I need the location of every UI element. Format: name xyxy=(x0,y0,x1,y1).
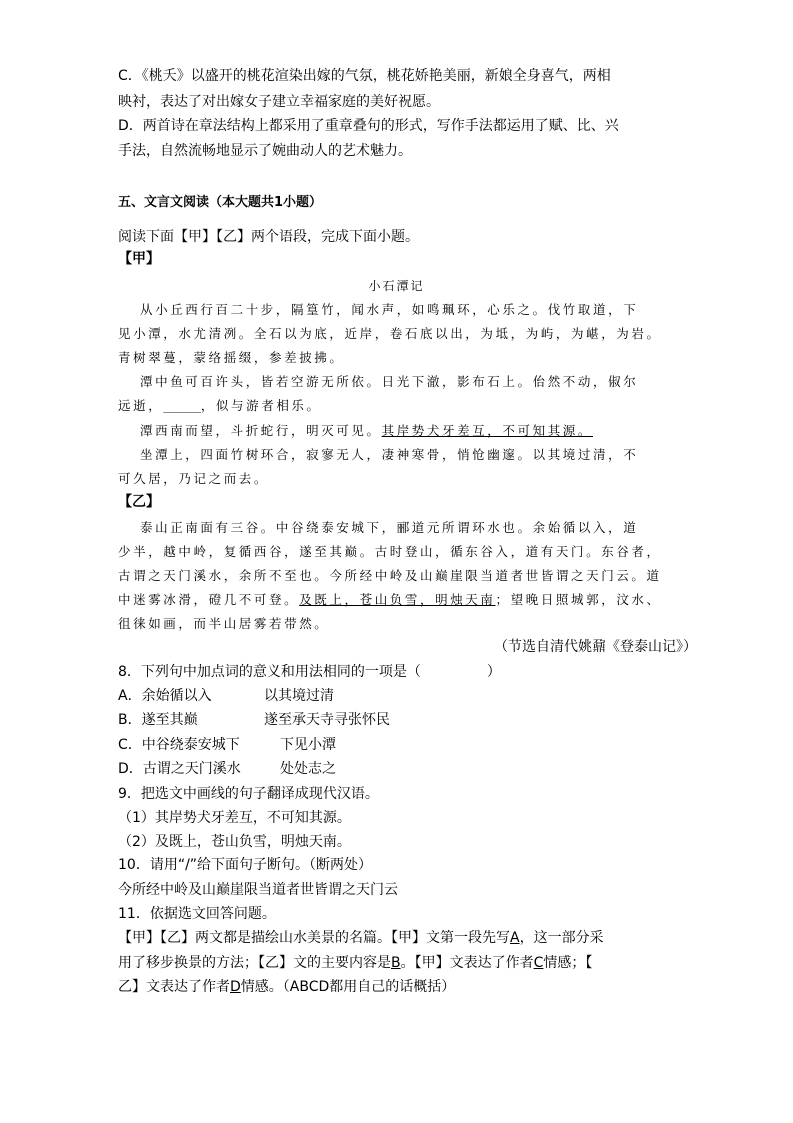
q11-blank-a: A xyxy=(510,930,520,946)
jia-title: 小石潭记 xyxy=(368,279,425,293)
option-c-line1: C．《桃夭》以盛开的桃花渲染出嫁的气氛，桃花娇艳美丽，新娘全身喜气，两相 xyxy=(118,68,611,84)
q11-blank-d: D xyxy=(230,979,241,995)
q9-item-1: （1）其岸势犬牙差互，不可知其源。 xyxy=(118,810,351,826)
jia-p3-line: 潭西南而望，斗折蛇行，明灭可见。其岸势犬牙差互，不可知其源。 xyxy=(140,423,594,438)
yi-underlined-sentence: 及既上，苍山负雪，明烛天南 xyxy=(299,592,496,607)
option-d-line1: D．两首诗在章法结构上都采用了重章叠句的形式，写作手法都运用了赋、比、兴 xyxy=(118,118,619,134)
jia-p1-line3: 青树翠蔓，蒙络摇缀，参差披拂。 xyxy=(118,350,345,365)
q8-option-c: C．中谷绕泰安城下 下见小潭 xyxy=(118,737,336,753)
yi-line1: 泰山正南面有三谷。中谷绕泰安城下，郦道元所谓环水也。余始循以入，道 xyxy=(140,520,639,535)
section-heading: 五、文言文阅读（本大题共1小题） xyxy=(118,195,323,210)
q9-item-2: （2）及既上，苍山负雪，明烛天南。 xyxy=(118,834,351,850)
jia-blank: ______ xyxy=(163,398,201,413)
yi-line2: 少半，越中岭，复循西谷，遂至其巅。古时登山，循东谷入，道有天门。东谷者， xyxy=(118,544,662,559)
jia-p4-line2: 可久居，乃记之而去。 xyxy=(118,471,270,486)
section-intro: 阅读下面【甲】【乙】两个语段，完成下面小题。 xyxy=(118,229,419,245)
jia-p2-line2: 远逝，______，似与游者相乐。 xyxy=(118,398,322,413)
yi-label: 【乙】 xyxy=(118,494,160,510)
q11-line2: 用了移步换景的方法；【乙】文的主要内容是B。【甲】文表达了作者C情感；【 xyxy=(118,955,593,971)
q8-option-a: A．余始循以入 以其境过清 xyxy=(118,688,334,704)
q11-stem: 11．依据选文回答问题。 xyxy=(118,906,276,922)
jia-p2-line1: 潭中鱼可百许头，皆若空游无所依。日光下澈，影布石上。佁然不动，俶尔 xyxy=(140,374,639,389)
q11-line3: 乙】文表达了作者D情感。（ABCD都用自己的话概括） xyxy=(118,979,456,995)
jia-p1-line2: 见小潭，水尤清冽。全石以为底，近岸，卷石底以出，为坻，为屿，为嵁，为岩。 xyxy=(118,326,662,341)
q11-blank-b: B xyxy=(391,955,401,971)
yi-line4: 中迷雾冰滑，磴几不可登。及既上，苍山负雪，明烛天南；望晚日照城郭，汶水、 xyxy=(118,592,662,607)
q8-stem: 8．下列句中加点词的意义和用法相同的一项是（ ） xyxy=(118,664,501,680)
yi-line5: 徂徕如画，而半山居雾若带然。 xyxy=(118,616,330,631)
q10-text: 今所经中岭及山巅崖限当道者世皆谓之天门云 xyxy=(118,882,398,898)
jia-underlined-sentence: 其岸势犬牙差互，不可知其源。 xyxy=(381,423,594,438)
q11-line1: 【甲】【乙】两文都是描绘山水美景的名篇。【甲】文第一段先写A，这一部分采 xyxy=(118,930,604,946)
jia-label: 【甲】 xyxy=(118,251,160,267)
option-d-line2: 手法，自然流畅地显示了婉曲动人的艺术魅力。 xyxy=(118,143,412,159)
q8-option-d: D．古谓之天门溪水 处处志之 xyxy=(118,761,336,777)
q9-stem: 9．把选文中画线的句子翻译成现代汉语。 xyxy=(118,786,379,802)
q8-option-b: B．遂至其巅 遂至承天寺寻张怀民 xyxy=(118,712,390,728)
option-c-line2: 映衬，表达了对出嫁女子建立幸福家庭的美好祝愿。 xyxy=(118,94,440,110)
jia-p1-line1: 从小丘西行百二十步，隔篁竹，闻水声，如鸣珮环，心乐之。伐竹取道，下 xyxy=(140,302,639,317)
yi-source: （节选自清代姚鼐《登泰山记》） xyxy=(494,639,697,655)
q11-blank-c: C xyxy=(533,955,544,971)
q10-stem: 10．请用“/”给下面句子断句。（断两处） xyxy=(118,857,373,873)
jia-p4-line1: 坐潭上，四面竹树环合，寂寥无人，凄神寒骨，悄怆幽邃。以其境过清，不 xyxy=(140,447,639,462)
yi-line3: 古谓之天门溪水，余所不至也。今所经中岭及山巅崖限当道者世皆谓之天门云。道 xyxy=(118,568,662,583)
